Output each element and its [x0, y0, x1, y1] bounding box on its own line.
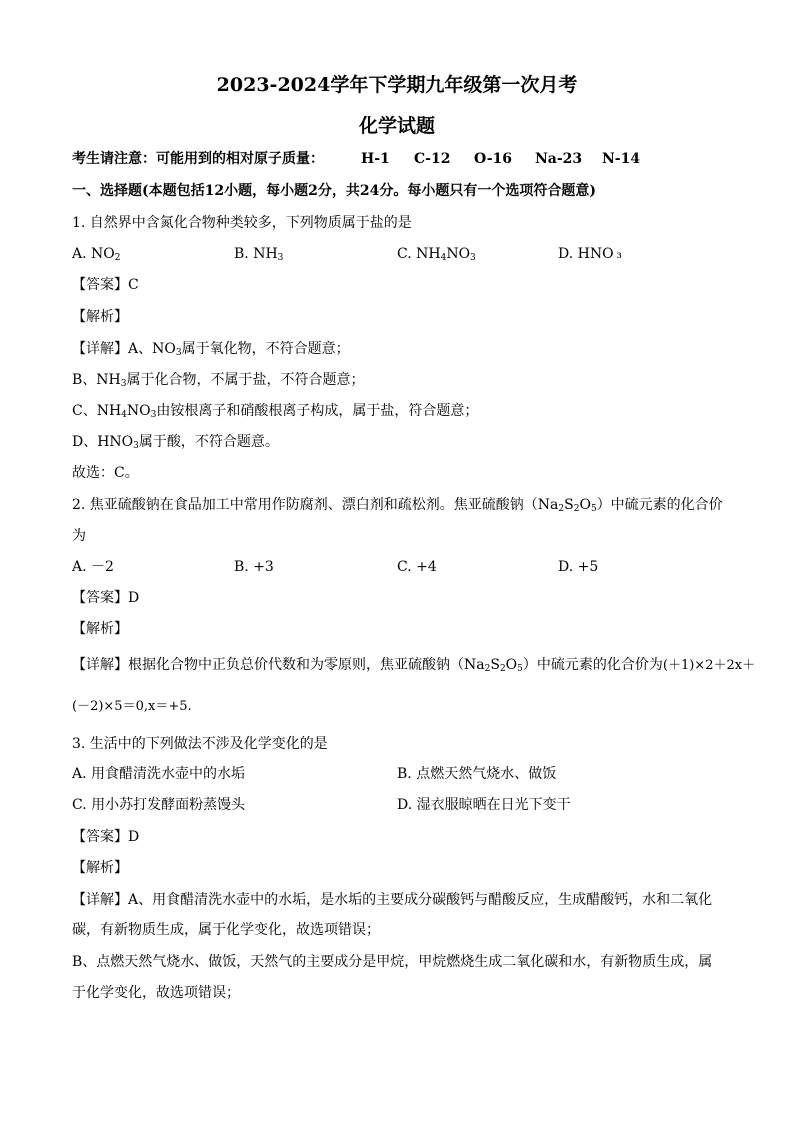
- question-2-stem-line-1: 2. 焦亚硫酸钠在食品加工中常用作防腐剂、漂白剂和疏松剂。焦亚硫酸钠$(Na_2S_2O_5)$中硫元素的化合价: [72, 497, 723, 514]
- q2-detail-line-1: 【详解】根据化合物中正负总价代数和为零原则，焦亚硫酸钠$(Na_2S_2O_5)$中硫元素的化合价为(＋1)×2＋2x＋: [72, 657, 756, 674]
- question-2-stem-line-2: 为: [72, 528, 86, 544]
- q1-option-a: A. $NO_2$: [72, 246, 121, 263]
- atomic-mass-na: Na-23: [535, 151, 583, 167]
- q2-option-d: D. +5: [558, 559, 599, 575]
- atomic-mass-o: O-16: [474, 151, 513, 167]
- q1-conclusion: 故选：C。: [72, 465, 139, 481]
- notice-label: 考生请注意：可能用到的相对原子质量：: [72, 151, 324, 167]
- q2-answer: 【答案】D: [72, 590, 140, 606]
- q2-option-a: A. －2: [72, 559, 114, 575]
- question-1-stem: 1. 自然界中含氮化合物种类较多，下列物质属于盐的是: [72, 215, 412, 231]
- q3-option-a: A. 用食醋清洗水壶中的水垢: [72, 766, 246, 782]
- q1-detail-line-4: D、$HNO_3$属于酸，不符合题意。: [72, 434, 279, 451]
- q3-option-d: D. 湿衣服晾晒在日光下变干: [397, 797, 571, 813]
- q1-answer: 【答案】C: [72, 277, 139, 293]
- q1-option-c: C. $NH_4NO_3$: [397, 246, 476, 263]
- q2-equation: (－2)×5＝0,x＝+5.: [72, 699, 192, 714]
- q3-answer: 【答案】D: [72, 829, 140, 845]
- q1-detail-line-1: 【详解】A、$NO_3$属于氧化物，不符合题意；: [72, 341, 350, 358]
- exam-title: 2023-2024学年下学期九年级第一次月考: [216, 74, 578, 96]
- question-3-stem: 3. 生活中的下列做法不涉及化学变化的是: [72, 736, 328, 752]
- exam-subtitle: 化学试题: [358, 115, 435, 137]
- q3-detail-line-3: B、点燃天然气烧水、做饭，天然气的主要成分是甲烷，甲烷燃烧生成二氧化碳和水，有新物质生成，属: [72, 954, 713, 970]
- q2-option-c: C. +4: [397, 559, 437, 575]
- q1-option-b: B. $NH_3$: [234, 246, 284, 263]
- q3-detail-line-1: 【详解】A、用食醋清洗水壶中的水垢，是水垢的主要成分碳酸钙与醋酸反应，生成醋酸钙，水和二氧化: [72, 892, 713, 908]
- section-heading: 一、选择题(本题包括12小题，每小题2分，共24分。每小题只有一个选项符合题意): [72, 183, 596, 199]
- q3-option-c: C. 用小苏打发酵面粉蒸馒头: [72, 797, 246, 813]
- q1-analysis-label: 【解析】: [72, 309, 128, 325]
- q1-detail-line-2: B、$NH_3$属于化合物，不属于盐，不符合题意；: [72, 372, 365, 389]
- atomic-mass-c: C-12: [414, 151, 451, 167]
- q3-detail-line-2: 碳，有新物质生成，属于化学变化，故选项错误；: [72, 922, 380, 938]
- q1-option-d: D. HNO ₃: [558, 246, 622, 262]
- atomic-mass-h: H-1: [361, 151, 390, 167]
- q3-analysis-label: 【解析】: [72, 860, 128, 876]
- q1-detail-line-3: C、$NH_4NO_3$由铵根离子和硝酸根离子构成，属于盐，符合题意；: [72, 403, 479, 420]
- q2-analysis-label: 【解析】: [72, 621, 128, 637]
- atomic-mass-n: N-14: [602, 151, 641, 167]
- q2-option-b: B. +3: [234, 559, 274, 575]
- q3-detail-line-4: 于化学变化，故选项错误；: [72, 985, 240, 1001]
- q3-option-b: B. 点燃天然气烧水、做饭: [397, 766, 557, 782]
